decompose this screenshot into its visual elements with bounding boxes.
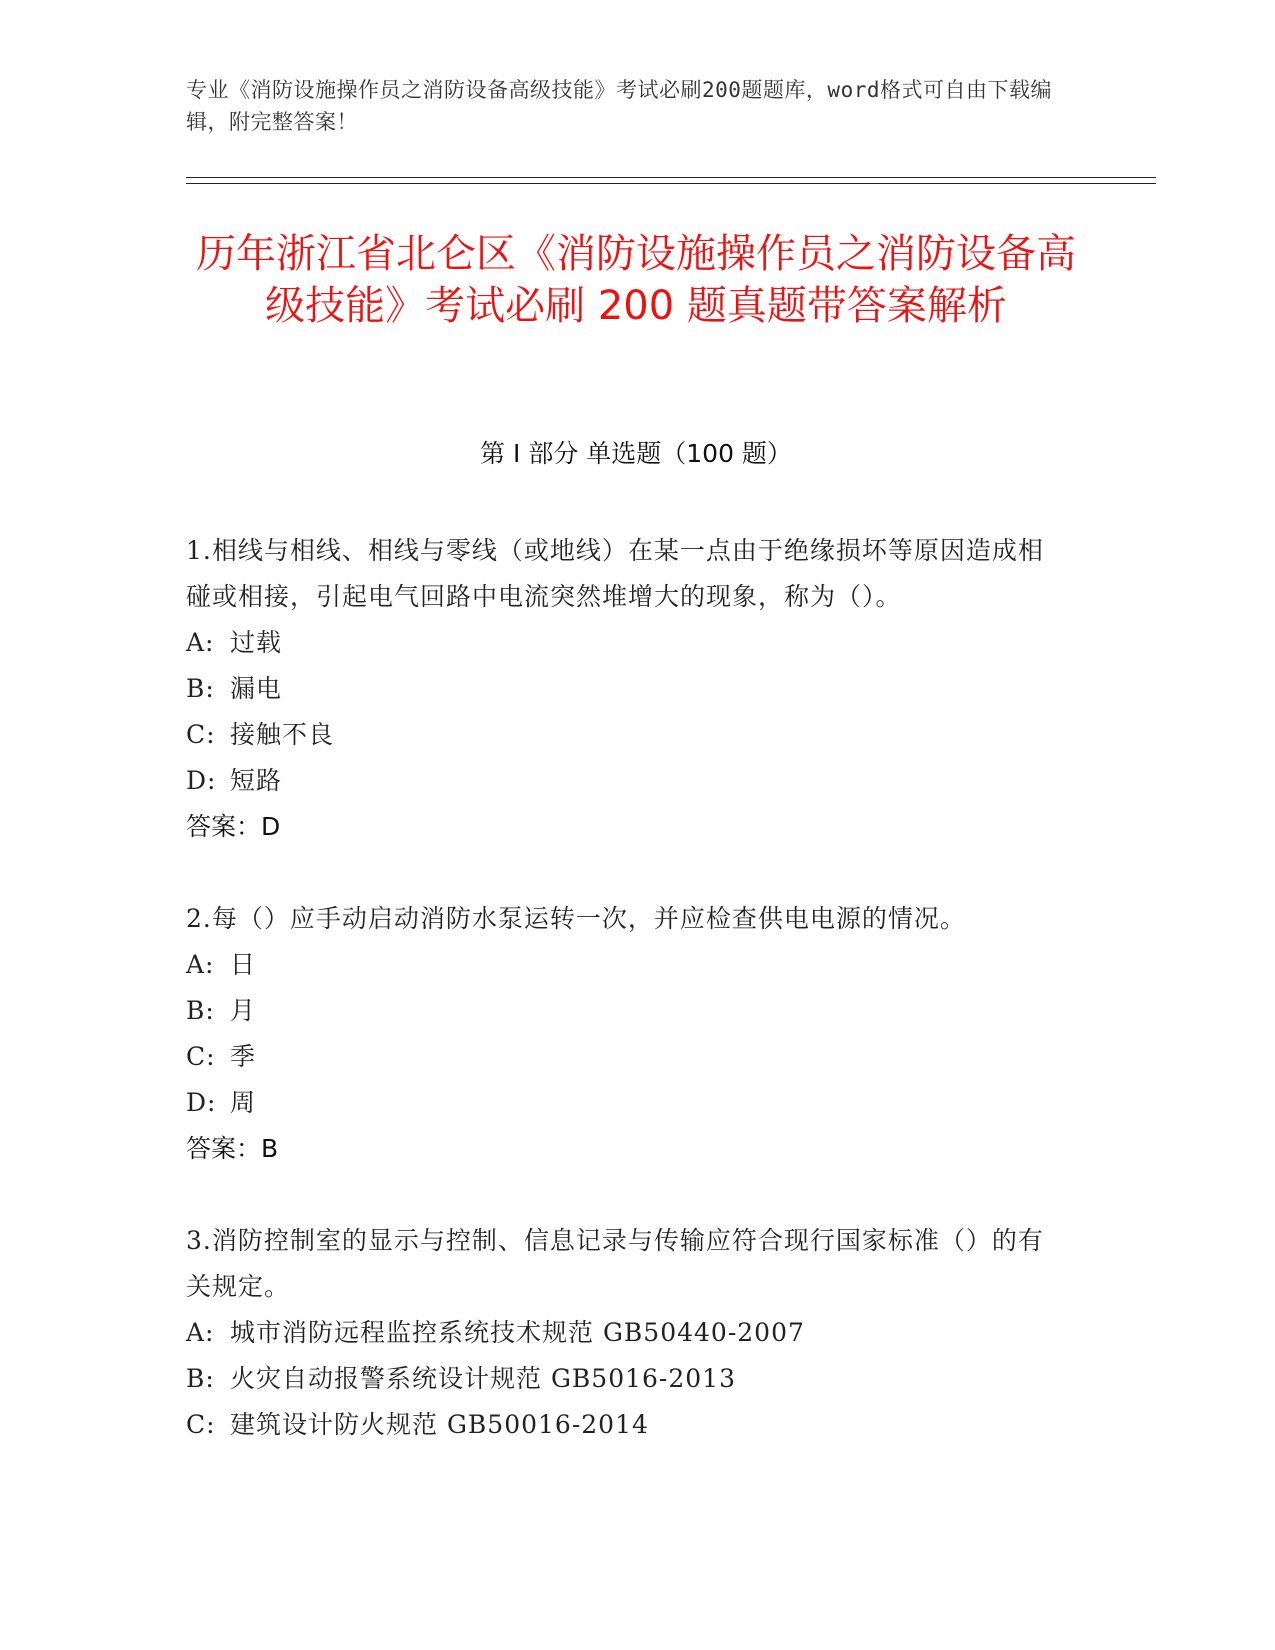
- option-d: [186, 1080, 1066, 1126]
- option-a: [186, 620, 1066, 666]
- option-letter: C:: [186, 1042, 216, 1071]
- question-stem: 3.消防控制室的显示与控制、信息记录与传输应符合现行国家标准（）的有关规定。: [186, 1226, 1044, 1301]
- option-text: 短路: [230, 766, 283, 795]
- option-letter: C:: [186, 1410, 216, 1439]
- option-a: [186, 1310, 1066, 1356]
- header-divider-top: [186, 177, 1156, 178]
- document-title: 历年浙江省北仑区《消防设施操作员之消防设备高级技能》考试必刷 200 题真题带答案解析: [196, 231, 1076, 329]
- option-c: [186, 712, 1066, 758]
- option-text: 接触不良: [230, 720, 335, 749]
- header-note: 专业《消防设施操作员之消防设备高级技能》考试必刷200题题库，word格式可自由下载编辑，附完整答案！: [186, 78, 1052, 134]
- option-letter: D:: [186, 766, 217, 795]
- question-list: [186, 528, 1066, 1494]
- answer: 答案：D: [186, 812, 281, 841]
- option-text: 月: [230, 996, 257, 1025]
- option-letter: A:: [186, 628, 215, 657]
- option-b: [186, 988, 1066, 1034]
- option-text: 建筑设计防火规范 GB50016-2014: [230, 1410, 649, 1439]
- option-letter: A:: [186, 1318, 215, 1347]
- option-letter: C:: [186, 720, 216, 749]
- question-1: [186, 528, 1066, 850]
- option-b: [186, 1356, 1066, 1402]
- option-text: 过载: [230, 628, 283, 657]
- option-text: 火灾自动报警系统设计规范 GB5016-2013: [230, 1364, 736, 1393]
- option-text: 周: [230, 1088, 257, 1117]
- option-letter: A:: [186, 950, 215, 979]
- option-c: [186, 1034, 1066, 1080]
- option-c: [186, 1402, 1066, 1448]
- question-stem: 2.每（）应手动启动消防水泵运转一次，并应检查供电电源的情况。: [186, 904, 966, 933]
- option-b: [186, 666, 1066, 712]
- option-d: [186, 758, 1066, 804]
- option-letter: D:: [186, 1088, 217, 1117]
- option-text: 季: [230, 1042, 257, 1071]
- option-letter: B:: [186, 674, 215, 703]
- section-heading: 第 I 部分 单选题（100 题）: [480, 439, 792, 468]
- question-2: [186, 896, 1066, 1172]
- option-a: [186, 942, 1066, 988]
- option-text: 城市消防远程监控系统技术规范 GB50440-2007: [230, 1318, 805, 1347]
- option-letter: B:: [186, 1364, 215, 1393]
- option-letter: B:: [186, 996, 215, 1025]
- answer: 答案：B: [186, 1134, 279, 1163]
- question-3: [186, 1218, 1066, 1448]
- option-text: 日: [230, 950, 257, 979]
- question-stem: 1.相线与相线、相线与零线（或地线）在某一点由于绝缘损坏等原因造成相碰或相接，引起电气回路中电流突然堆增大的现象，称为（）。: [186, 536, 1044, 611]
- option-text: 漏电: [230, 674, 283, 703]
- header-divider-bottom: [186, 183, 1156, 184]
